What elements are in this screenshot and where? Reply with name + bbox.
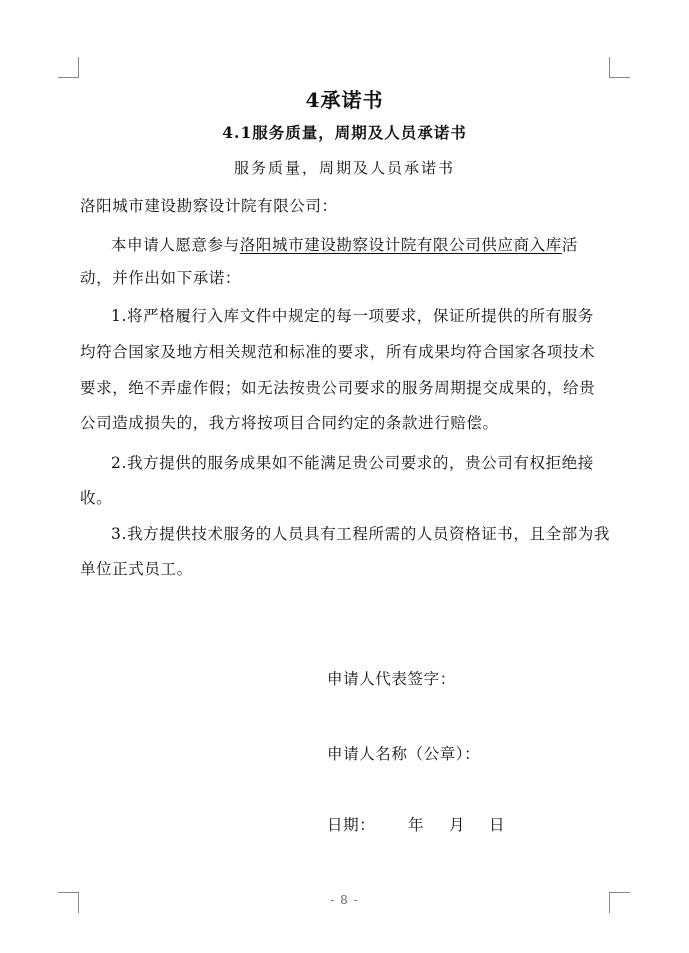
item1-line-4: 公司造成损失的，我方将按项目合同约定的条款进行赔偿。 xyxy=(80,414,499,432)
item2-line-1: 2.我方提供的服务成果如不能满足贵公司要求的，贵公司有权拒绝接 xyxy=(111,454,594,472)
item1-line-3: 要求，绝不弄虚作假；如无法按贵公司要求的服务周期提交成果的，给贵 xyxy=(80,379,596,397)
representative-signature-label: 申请人代表签字： xyxy=(327,670,456,688)
section-title: 4.1服务质量，周期及人员承诺书 xyxy=(222,123,467,142)
date-label: 日期： xyxy=(327,816,376,834)
subtitle: 服务质量，周期及人员承诺书 xyxy=(233,159,455,177)
crop-mark-top-left xyxy=(58,57,79,78)
date-year: 年 xyxy=(408,816,425,834)
intro-suffix: 活 xyxy=(561,236,578,254)
intro-prefix: 本申请人愿意参与 xyxy=(111,236,240,254)
item3-line-2: 单位正式员工。 xyxy=(80,560,193,578)
addressee: 洛阳城市建设勘察设计院有限公司： xyxy=(80,197,338,215)
item1-line-1: 1.将严格履行入库文件中规定的每一项要求，保证所提供的所有服务 xyxy=(111,307,594,325)
date-day: 日 xyxy=(489,816,506,834)
intro-line-2: 动，并作出如下承诺： xyxy=(80,269,242,287)
item1-line-2: 均符合国家及地方相关规范和标准的要求，所有成果均符合国家各项技术 xyxy=(80,343,596,361)
chapter-title: 4承诺书 xyxy=(305,88,384,112)
item2-line-2: 收。 xyxy=(80,489,113,507)
crop-mark-top-right xyxy=(609,57,630,78)
item3-line-1: 3.我方提供技术服务的人员具有工程所需的人员资格证书，且全部为我 xyxy=(111,525,610,543)
page-number: - 8 - xyxy=(330,893,359,907)
intro-underlined-company: 洛阳城市建设勘察设计院有限公司供应商入库 xyxy=(239,236,562,254)
intro-line-1 xyxy=(111,233,578,255)
date-month: 月 xyxy=(449,816,466,834)
applicant-name-label: 申请人名称（公章）： xyxy=(327,745,481,763)
